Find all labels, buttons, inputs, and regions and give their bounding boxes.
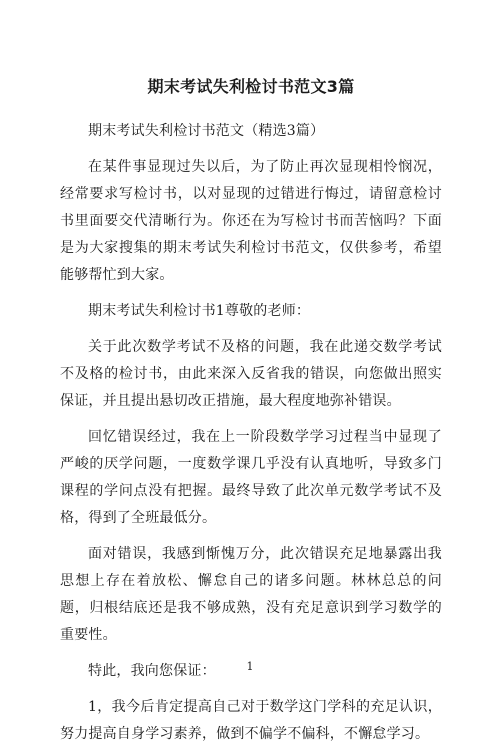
paragraph-body-1: 关于此次数学考试不及格的问题，我在此递交数学考试不及格的检讨书，由此来深入反省我的错误，向您做出照实保证，并且提出悬切改正措施，最大程度地弥补错误。 xyxy=(60,339,442,409)
paragraph-intro: 在某件事显现过失以后，为了防止再次显现相怜悯况，经常要求写检讨书，以对显现的过错进行悔过，请留意检讨书里面要交代清晰行为。你还在为写检讨书而苦恼吗？下面是为大家搜集的期末考试失利检讨书范文，仅供参考，希望能够帮忙到大家。 xyxy=(60,159,442,283)
paragraph-pledge-1: 1，我今后肯定提高自己对于数学这门学科的充足认识，努力提高自身学习素养，做到不偏学不偏科，不懈怠学习。 xyxy=(60,699,442,742)
paragraph-body-2: 回忆错误经过，我在上一阶段数学学习过程当中显现了严峻的厌学问题，一度数学课几乎没有认真地听，导致多门课程的学问点没有把握。最终导致了此次单元数学考试不及格，得到了全班最低分。 xyxy=(60,429,442,526)
document-title: 期末考试失利检讨书范文3篇 xyxy=(147,77,355,96)
paragraph-pledge-intro: 特此，我向您保证： xyxy=(88,663,216,679)
page-number: 1 xyxy=(246,660,254,673)
paragraph-salutation: 期末考试失利检讨书1尊敬的老师： xyxy=(88,303,311,319)
paragraph-subtitle: 期末考试失利检讨书范文（精选3篇） xyxy=(88,123,325,139)
paragraph-body-3: 面对错误，我感到惭愧万分，此次错误充足地暴露出我思想上存在着放松、懈怠自己的诸多问题。林林总总的问题，归根结底还是我不够成熟，没有充足意识到学习数学的重要性。 xyxy=(60,546,442,643)
